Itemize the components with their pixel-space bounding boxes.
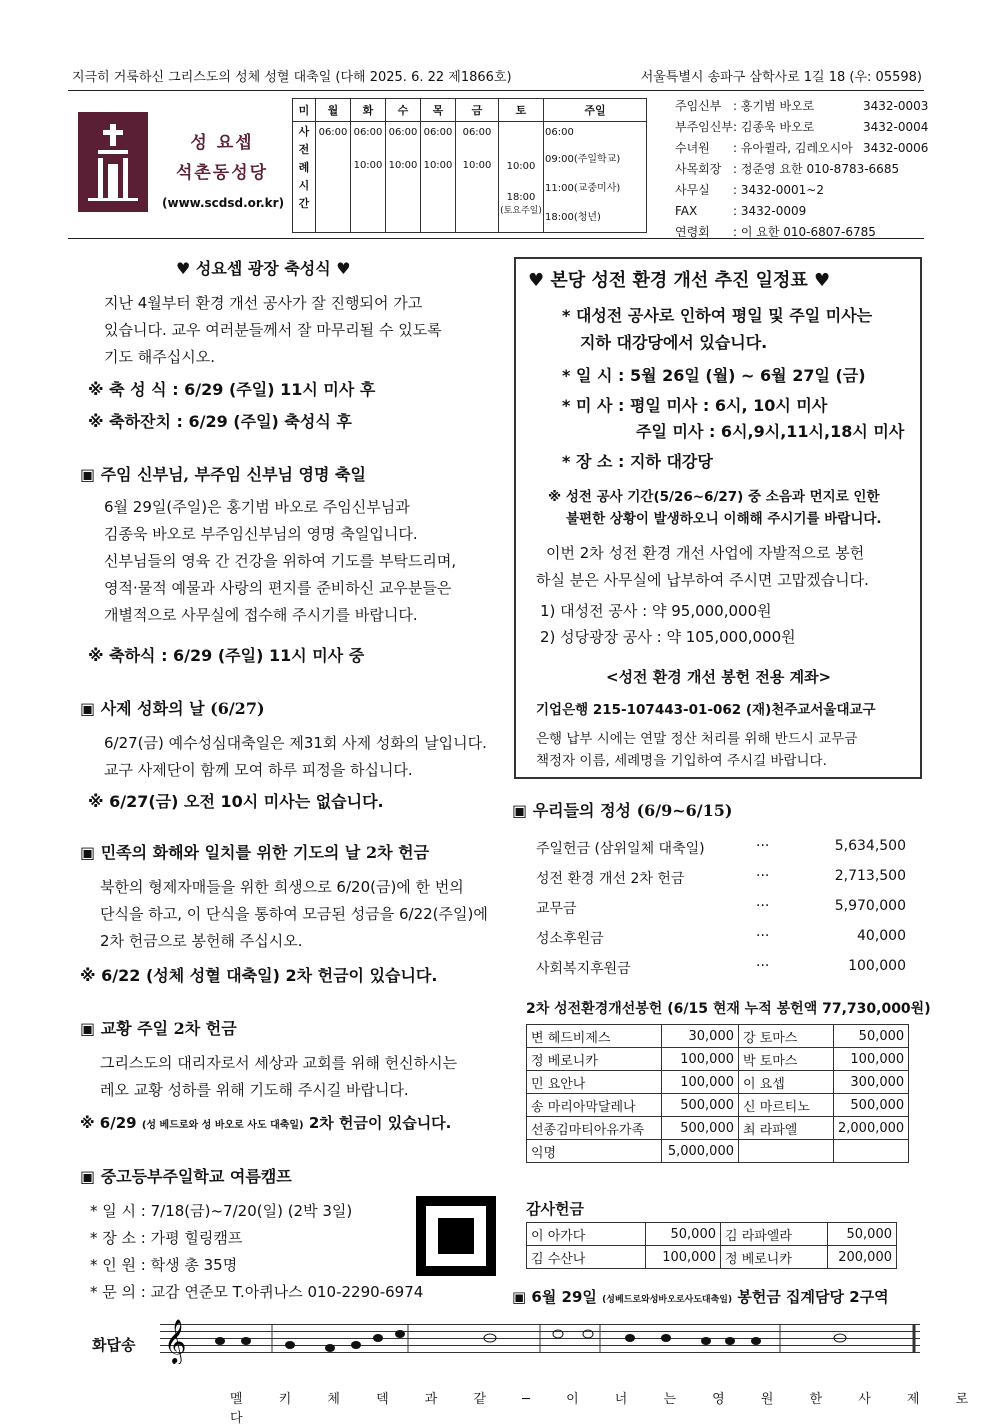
thu-times: 06:00 10:00 [421,122,456,233]
fri-times: 06:00 10:00 [456,122,499,233]
thanks-title: 감사헌금 [526,1200,584,1218]
psalm-label: 화답송 [92,1336,136,1354]
tue-times: 06:00 10:00 [351,122,386,233]
pope-body: 그리스도의 대리자로서 세상과 교회를 위해 헌신하시는 레오 교황 성하를 위해 기도해 주시길 바랍니다. [100,1054,458,1099]
sat-times: 10:00 18:00 (토요주일) [499,122,544,233]
renovation-title: ♥ 본당 성전 환경 개선 추진 일정표 ♥ [528,270,831,291]
renovation-warning: ※ 성전 공사 기간(5/26~6/27) 중 소음과 먼지로 인한 불편한 상황이 발생하오니 이해해 주시기를 바랍니다. [548,489,882,527]
offering-row: 교무금 ··· 5,970,000 [536,898,906,917]
day-header: 화 [351,99,386,122]
wed-times: 06:00 10:00 [386,122,421,233]
table-row: 이 아가다 50,000 김 라파엘라 50,000 [527,1223,897,1246]
contact-row: 연령회 : 이 요한 010-6807-6785 [675,225,876,239]
offerings-list [536,838,906,988]
camp-details: * 일 시 : 7/18(금)~7/20(일) (2박 3일) * 장 소 : 가평 힐링캠프 * 인 원 : 학생 총 35명 * 문 의 : 교감 연준모 T.아퀴나스 010-2290-6974 [90,1202,424,1301]
day-header: 목 [421,99,456,122]
reconcile-title: ▣ 민족의 화해와 일치를 위한 기도의 날 2차 헌금 [80,843,430,862]
offering-row: 성전 환경 개선 2차 헌금 ··· 2,713,500 [536,868,906,887]
bank-note: 은행 납부 시에는 연말 정산 처리를 위해 반드시 교무금 책정자 이름, 세례명을 기입하여 주시길 바랍니다. [536,731,858,769]
account-number[interactable]: 기업은행 215-107443-01-062 (재)천주교서울대교구 [536,702,876,718]
offerings-title: ▣ 우리들의 정성 (6/9~6/15) [512,801,733,820]
contact-row: 부주임신부 : 김종욱 바오로 3432-0004 [675,120,929,134]
sun-times: 06:00 09:00(주일학교) 11:00(교중미사) 18:00(청년) [544,122,647,233]
offering-row: 성소후원금 ··· 40,000 [536,928,906,947]
reconcile-body: 북한의 형제자매들을 위한 희생으로 6/20(금)에 한 번의 단식을 하고, 이 단식을 통하여 모금된 성금을 6/22(주일)에 2차 헌금으로 봉헌해 주십시오. [100,878,488,950]
feast-body: 6월 29일(주일)은 홍기범 바오로 주임신부님과 김종욱 바오로 부주임신부님의 영명 축일입니다. 신부님들의 영육 간 건강을 위하여 기도를 부탁드리며, 영적·물적 예물과 사랑의 편지를 준비하신 교우분들은 개별적으로 사무실에 접수해 주시기를 바랍니다. [104,498,457,624]
plaza-body: 지난 4월부터 환경 개선 공사가 잘 진행되어 가고 있습니다. 교우 여러분들께서 잘 마무리될 수 있도록 기도 해주십시오. [104,294,442,366]
camp-title: ▣ 중고등부주일학교 여름캠프 [80,1167,292,1186]
priest-day-title: ▣ 사제 성화의 날 (6/27) [80,699,265,718]
collect-line: ▣ 6월 29일 (성베드로와성바오로사도대축일) 봉헌금 집계담당 2구역 [512,1288,889,1306]
contact-row: 수녀원 : 유아퀼라, 김레오시아 3432-0006 [675,141,929,155]
day-header: 토 [499,99,544,122]
plaza-line2: ※ 축하잔치 : 6/29 (주일) 축성식 후 [88,412,352,431]
plaza-line1: ※ 축 성 식 : 6/29 (주일) 11시 미사 후 [88,380,376,399]
church-name: 성 요셉 [190,133,254,153]
church-url[interactable]: (www.scdsd.or.kr) [162,196,285,210]
renovation-cost1: 1) 대성전 공사 : 약 95,000,000원 [540,602,772,620]
renovation-place: * 장 소 : 지하 대강당 [562,452,713,471]
renovation-cost2: 2) 성당광장 공사 : 약 105,000,000원 [540,628,796,646]
table-row: 송 마리아막달레나 500,000 신 마르티노 500,000 [527,1094,909,1117]
header-bottom-rule [68,238,924,239]
renovation-date: * 일 시 : 5월 26일 (월) ~ 6월 27일 (금) [562,366,866,385]
donations-table [526,1024,909,1163]
table-row: 선종김마티아유가족 500,000 최 라파엘 2,000,000 [527,1117,909,1140]
renovation-mass1: * 미 사 : 평일 미사 : 6시, 10시 미사 [562,396,828,415]
table-row: 김 수산나 100,000 정 베로니카 200,000 [527,1246,897,1269]
priest-day-note: ※ 6/27(금) 오전 10시 미사는 없습니다. [88,792,384,811]
mon-times: 06:00 [316,122,351,233]
feast-note: ※ 축하식 : 6/29 (주일) 11시 미사 중 [88,646,365,665]
music-staff [160,1314,920,1364]
donations-title: 2차 성전환경개선봉헌 (6/15 현재 누적 봉헌액 77,730,000원) [526,1001,931,1017]
renovation-notice: * 대성전 공사로 인하여 평일 및 주일 미사는 지하 대강당에서 있습니다. [562,306,873,352]
header-rule [68,90,924,91]
thanks-table [526,1222,897,1269]
pope-title: ▣ 교황 주일 2차 헌금 [80,1019,237,1038]
table-row: 정 베로니카 100,000 박 토마스 100,000 [527,1048,909,1071]
row-label-vertical: 사 전 례 시 간 [293,122,316,233]
day-header: 금 [456,99,499,122]
day-header: 주일 [544,99,647,122]
offering-row: 사회복지후원금 ··· 100,000 [536,958,906,977]
contact-list [675,96,928,243]
contact-row: FAX : 3432-0009 [675,204,807,218]
contact-row: 사목회장 : 정준영 요한 010-8783-6685 [675,162,900,176]
address: 서울특별시 송파구 삼학사로 1길 18 (우: 05598) [640,70,922,85]
priest-day-body: 6/27(금) 예수성심대축일은 제31회 사제 성화의 날입니다. 교구 사제단이 함께 모여 하루 피정을 하십니다. [104,734,487,779]
day-header: 월 [316,99,351,122]
plaza-title: ♥ 성요셉 광장 축성식 ♥ [176,259,351,278]
row-label: 미 [293,99,316,122]
church-logo [78,112,148,212]
table-row: 변 헤드비제스 30,000 강 토마스 50,000 [527,1025,909,1048]
pope-note: ※ 6/29 (성 베드로와 성 바오로 사도 대축일) 2차 헌금이 있습니다. [80,1114,452,1132]
table-row: 민 요안나 100,000 이 요셉 300,000 [527,1071,909,1094]
reconcile-note: ※ 6/22 (성체 성혈 대축일) 2차 헌금이 있습니다. [80,966,438,985]
renovation-appeal: 이번 2차 성전 환경 개선 사업에 자발적으로 봉헌 하실 분은 사무실에 납부하여 주시면 고맙겠습니다. [536,544,869,589]
offering-row: 주일헌금 (삼위일체 대축일) ··· 5,634,500 [536,838,906,857]
svg-text:𝄞: 𝄞 [164,1319,187,1363]
qr-code[interactable] [416,1196,496,1276]
renovation-mass2: 주일 미사 : 6시,9시,11시,18시 미사 [636,422,905,441]
contact-row: 사무실 : 3432-0001~2 [675,183,824,197]
church-name-2: 석촌동성당 [175,163,269,183]
account-title: <성전 환경 개선 봉헌 전용 계좌> [606,668,832,686]
day-header: 수 [386,99,421,122]
issue-info: 지극히 거룩하신 그리스도의 성체 성혈 대축일 (다해 2025. 6. 22 제1866호) [72,70,512,85]
feast-title: ▣ 주임 신부님, 부주임 신부님 영명 축일 [80,465,366,484]
psalm-lyric: 멜 키 체 덱 과 같 ─ 이 너 는 영 원 한 사 제 로 다 [230,1392,985,1426]
mass-schedule [292,98,647,233]
contact-row: 주임신부 : 홍기범 바오로 3432-0003 [675,99,929,113]
table-row: 익명 5,000,000 [527,1140,909,1163]
